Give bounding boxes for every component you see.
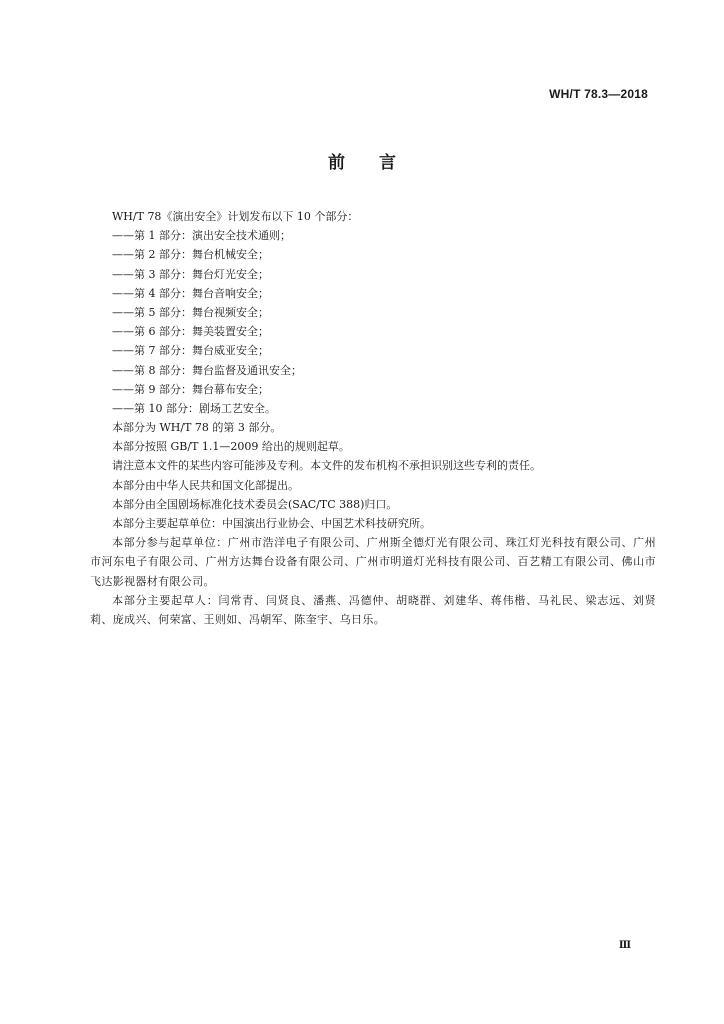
intro-paragraph: WH/T 78《演出安全》计划发布以下 10 个部分： [112,210,359,223]
list-item: ——第 10 部分：剧场工艺安全。 [112,401,276,415]
drafting-rule-paragraph: 本部分按照 GB/T 1.1—2009 给出的规则起草。 [112,440,350,454]
list-item: ——第 7 部分：舞台威亚安全； [112,344,269,358]
document-code: WH/T 78.3—2018 [549,87,648,101]
managed-by-paragraph: 本部分由全国剧场标准化技术委员会(SAC/TC 388)归口。 [112,497,398,511]
page-number: Ⅲ [618,940,631,951]
main-units-paragraph: 本部分主要起草单位：中国演出行业协会、中国艺术科技研究所。 [112,517,431,530]
title-char-2: 言 [379,153,396,173]
proposed-by-paragraph: 本部分由中华人民共和国文化部提出。 [112,478,299,492]
patent-notice-paragraph: 请注意本文件的某些内容可能涉及专利。本文件的发布机构不承担识别这些专利的责任。 [112,459,541,473]
list-item: ——第 4 部分：舞台音响安全； [112,286,269,300]
list-item: ——第 1 部分：演出安全技术通则； [112,229,291,243]
drafters-paragraph: 本部分主要起草人：闫常青、闫贤良、潘燕、冯德仲、胡晓群、刘建华、蒋伟楷、马礼民、梁志远、刘贤莉、庞成兴、何荣富、王则如、冯朝军、陈奎宇、乌日乐。 [90,593,656,626]
section-title [0,148,724,173]
list-item: ——第 2 部分：舞台机械安全； [112,248,269,262]
list-item: ——第 8 部分：舞台监督及通讯安全； [112,363,302,377]
list-item: ——第 9 部分：舞台幕布安全； [112,382,269,396]
participating-units-paragraph: 本部分参与起草单位：广州市浩洋电子有限公司、广州斯全德灯光有限公司、珠江灯光科技有限公司、广州市河东电子有限公司、广州方达舞台设备有限公司、广州市明道灯光科技有限公司、百艺精工有限公司、佛山市飞达影视器材有限公司。 [90,536,656,588]
part-of-paragraph: 本部分为 WH/T 78 的第 3 部分。 [112,421,282,435]
list-item: ——第 5 部分：舞台视频安全； [112,305,269,319]
title-char-1: 前 [328,153,345,173]
list-item: ——第 6 部分：舞美装置安全； [112,325,269,339]
foreword-content [90,207,656,629]
parts-list [90,226,656,418]
list-item: ——第 3 部分：舞台灯光安全； [112,267,269,281]
